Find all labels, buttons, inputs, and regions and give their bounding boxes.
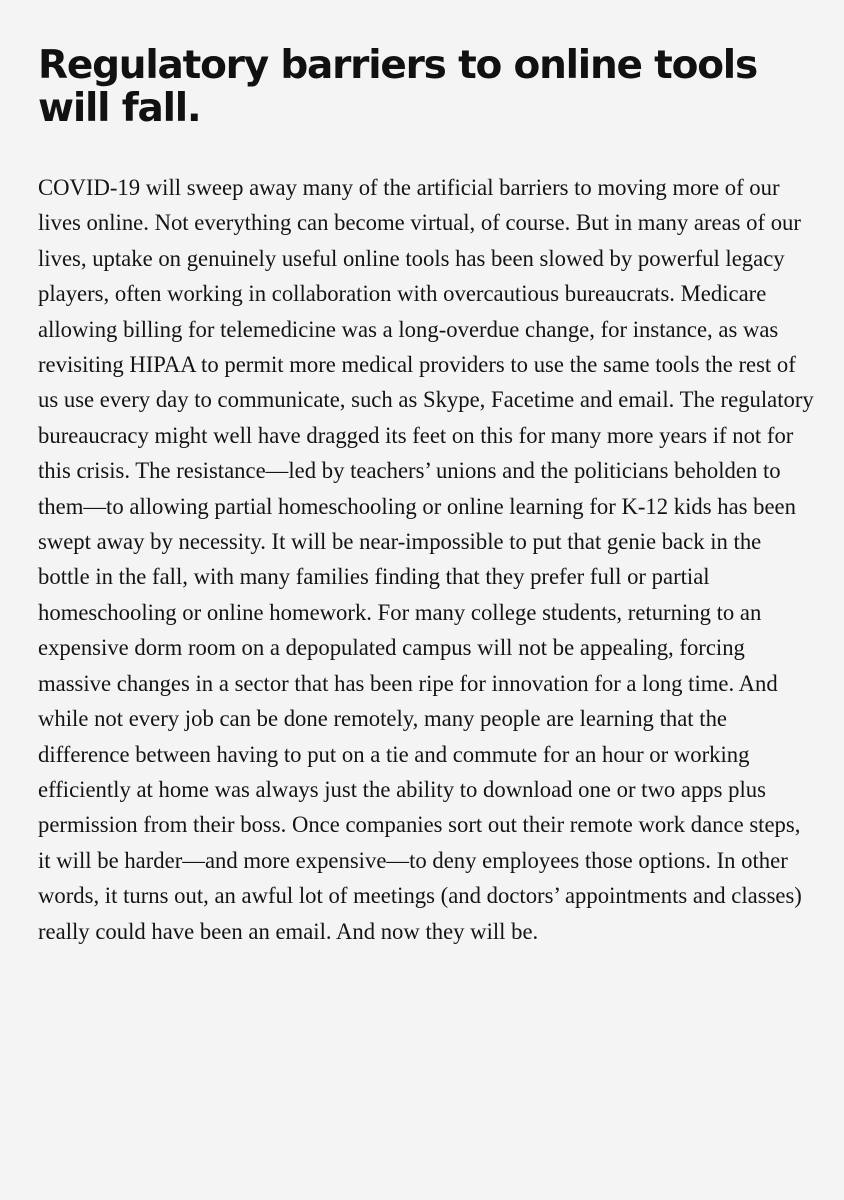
article-headline: Regulatory barriers to online tools will fall. [38,43,757,131]
article-body-paragraph: COVID-19 will sweep away many of the artificial barriers to moving more of our lives online. Not everything can become virtual, of course. But in many areas of our lives, uptake on genuinely useful online tools has been slowed by powerful legacy players, often working in collaboration with overcautious bureaucrats. Medicare allowing billing for telemedicine was a long-overdue change, for instance, as was revisiting HIPAA to permit more medical providers to use the same tools the rest of us use every day to communicate, such as Skype, Facetime and email. The regulatory bureaucracy might well have dragged its feet on this for many more years if not for this crisis. The resistance—led by teachers’ unions and the politicians beholden to them—to allowing partial homeschooling or online learning for K-12 kids has been swept away by necessity. It will be near-impossible to put that genie back in the bottle in the fall, with many families finding that they prefer full or partial homeschooling or online homework. For many college students, returning to an expensive dorm room on a depopulated campus will not be appealing, forcing massive changes in a sector that has been ripe for innovation for a long time. And while not every job can be done remotely, many people are learning that the difference between having to put on a tie and commute for an hour or working efficiently at home was always just the ability to download one or two apps plus permission from their boss. Once companies sort out their remote work dance steps, it will be harder—and more expensive—to deny employees those options. In other words, it turns out, an awful lot of meetings (and doctors’ appointments and classes) really could have been an email. And now they will be. [38,175,814,944]
